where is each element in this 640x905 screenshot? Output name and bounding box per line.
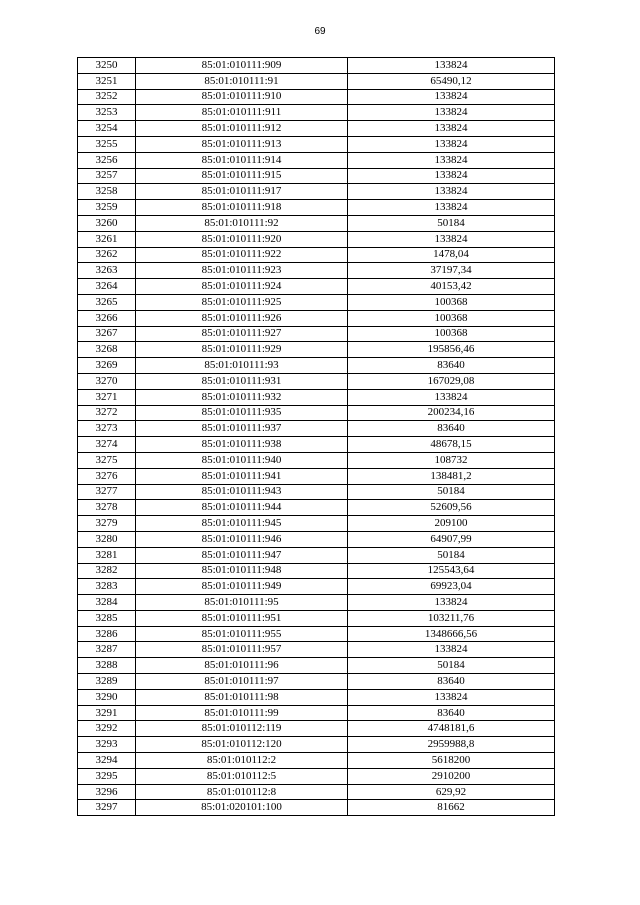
cadastral-number-cell: 85:01:010111:949: [136, 579, 348, 595]
row-number-cell: 3281: [78, 547, 136, 563]
row-number-cell: 3291: [78, 705, 136, 721]
value-cell: 52609,56: [348, 500, 555, 516]
value-cell: 133824: [348, 595, 555, 611]
table-row: [78, 136, 555, 152]
cadastral-number-cell: 85:01:020101:100: [136, 800, 348, 816]
cadastral-number-cell: 85:01:010111:931: [136, 373, 348, 389]
row-number-cell: 3260: [78, 215, 136, 231]
value-cell: 133824: [348, 642, 555, 658]
row-number-cell: 3265: [78, 294, 136, 310]
cadastral-number-cell: 85:01:010111:927: [136, 326, 348, 342]
value-cell: 133824: [348, 58, 555, 74]
table-row: [78, 279, 555, 295]
table-row: [78, 105, 555, 121]
table-row: [78, 247, 555, 263]
value-cell: 83640: [348, 674, 555, 690]
table-row: [78, 184, 555, 200]
row-number-cell: 3258: [78, 184, 136, 200]
value-cell: 629,92: [348, 784, 555, 800]
value-cell: 133824: [348, 168, 555, 184]
table-row: [78, 531, 555, 547]
table-row: [78, 484, 555, 500]
row-number-cell: 3262: [78, 247, 136, 263]
table-row: [78, 642, 555, 658]
value-cell: 200234,16: [348, 405, 555, 421]
cadastral-number-cell: 85:01:010111:911: [136, 105, 348, 121]
cadastral-number-cell: 85:01:010111:925: [136, 294, 348, 310]
cadastral-number-cell: 85:01:010111:91: [136, 73, 348, 89]
cadastral-number-cell: 85:01:010111:912: [136, 121, 348, 137]
row-number-cell: 3295: [78, 768, 136, 784]
table-row: [78, 468, 555, 484]
row-number-cell: 3294: [78, 753, 136, 769]
value-cell: 50184: [348, 484, 555, 500]
row-number-cell: 3259: [78, 200, 136, 216]
row-number-cell: 3282: [78, 563, 136, 579]
cadastral-number-cell: 85:01:010111:97: [136, 674, 348, 690]
table-row: [78, 152, 555, 168]
table-row: [78, 200, 555, 216]
cadastral-number-cell: 85:01:010111:96: [136, 658, 348, 674]
table-row: [78, 421, 555, 437]
cadastral-number-cell: 85:01:010111:940: [136, 452, 348, 468]
table-row: [78, 579, 555, 595]
value-cell: 103211,76: [348, 610, 555, 626]
row-number-cell: 3296: [78, 784, 136, 800]
table-row: [78, 263, 555, 279]
table-row: [78, 705, 555, 721]
table-row: [78, 342, 555, 358]
table-row: [78, 452, 555, 468]
cadastral-number-cell: 85:01:010111:98: [136, 689, 348, 705]
table-row: [78, 358, 555, 374]
value-cell: 195856,46: [348, 342, 555, 358]
cadastral-number-cell: 85:01:010111:937: [136, 421, 348, 437]
row-number-cell: 3289: [78, 674, 136, 690]
row-number-cell: 3256: [78, 152, 136, 168]
row-number-cell: 3267: [78, 326, 136, 342]
cadastral-number-cell: 85:01:010112:5: [136, 768, 348, 784]
cadastral-number-cell: 85:01:010111:924: [136, 279, 348, 295]
cadastral-number-cell: 85:01:010112:8: [136, 784, 348, 800]
cadastral-number-cell: 85:01:010111:945: [136, 516, 348, 532]
cadastral-number-cell: 85:01:010111:93: [136, 358, 348, 374]
row-number-cell: 3257: [78, 168, 136, 184]
row-number-cell: 3270: [78, 373, 136, 389]
value-cell: 40153,42: [348, 279, 555, 295]
value-cell: 1478,04: [348, 247, 555, 263]
table-row: [78, 310, 555, 326]
value-cell: 83640: [348, 358, 555, 374]
cadastral-number-cell: 85:01:010111:946: [136, 531, 348, 547]
data-table: [77, 57, 555, 816]
cadastral-number-cell: 85:01:010111:929: [136, 342, 348, 358]
row-number-cell: 3288: [78, 658, 136, 674]
value-cell: 1348666,56: [348, 626, 555, 642]
value-cell: 133824: [348, 689, 555, 705]
row-number-cell: 3271: [78, 389, 136, 405]
table-row: [78, 89, 555, 105]
row-number-cell: 3284: [78, 595, 136, 611]
row-number-cell: 3261: [78, 231, 136, 247]
table-row: [78, 800, 555, 816]
cadastral-number-cell: 85:01:010111:915: [136, 168, 348, 184]
cadastral-number-cell: 85:01:010111:909: [136, 58, 348, 74]
table-row: [78, 610, 555, 626]
value-cell: 133824: [348, 184, 555, 200]
row-number-cell: 3278: [78, 500, 136, 516]
cadastral-number-cell: 85:01:010111:944: [136, 500, 348, 516]
value-cell: 64907,99: [348, 531, 555, 547]
cadastral-number-cell: 85:01:010111:920: [136, 231, 348, 247]
value-cell: 133824: [348, 136, 555, 152]
table-row: [78, 658, 555, 674]
value-cell: 133824: [348, 389, 555, 405]
row-number-cell: 3266: [78, 310, 136, 326]
row-number-cell: 3268: [78, 342, 136, 358]
table-row: [78, 294, 555, 310]
row-number-cell: 3272: [78, 405, 136, 421]
row-number-cell: 3280: [78, 531, 136, 547]
value-cell: 81662: [348, 800, 555, 816]
value-cell: 50184: [348, 215, 555, 231]
row-number-cell: 3251: [78, 73, 136, 89]
table-row: [78, 58, 555, 74]
table-row: [78, 373, 555, 389]
value-cell: 133824: [348, 121, 555, 137]
table-row: [78, 516, 555, 532]
row-number-cell: 3285: [78, 610, 136, 626]
table-row: [78, 437, 555, 453]
cadastral-number-cell: 85:01:010111:955: [136, 626, 348, 642]
value-cell: 209100: [348, 516, 555, 532]
table-row: [78, 595, 555, 611]
row-number-cell: 3287: [78, 642, 136, 658]
cadastral-number-cell: 85:01:010111:957: [136, 642, 348, 658]
cadastral-number-cell: 85:01:010111:922: [136, 247, 348, 263]
cadastral-number-cell: 85:01:010111:95: [136, 595, 348, 611]
table-row: [78, 168, 555, 184]
cadastral-number-cell: 85:01:010111:951: [136, 610, 348, 626]
table-row: [78, 500, 555, 516]
cadastral-number-cell: 85:01:010111:923: [136, 263, 348, 279]
table-row: [78, 689, 555, 705]
value-cell: 2910200: [348, 768, 555, 784]
cadastral-number-cell: 85:01:010111:938: [136, 437, 348, 453]
row-number-cell: 3292: [78, 721, 136, 737]
table-row: [78, 389, 555, 405]
table-row: [78, 753, 555, 769]
cadastral-number-cell: 85:01:010111:914: [136, 152, 348, 168]
value-cell: 5618200: [348, 753, 555, 769]
cadastral-number-cell: 85:01:010111:910: [136, 89, 348, 105]
row-number-cell: 3253: [78, 105, 136, 121]
table-row: [78, 215, 555, 231]
value-cell: 167029,08: [348, 373, 555, 389]
row-number-cell: 3286: [78, 626, 136, 642]
cadastral-number-cell: 85:01:010111:913: [136, 136, 348, 152]
cadastral-number-cell: 85:01:010111:935: [136, 405, 348, 421]
value-cell: 100368: [348, 294, 555, 310]
cadastral-number-cell: 85:01:010111:926: [136, 310, 348, 326]
row-number-cell: 3275: [78, 452, 136, 468]
row-number-cell: 3263: [78, 263, 136, 279]
value-cell: 100368: [348, 310, 555, 326]
value-cell: 133824: [348, 152, 555, 168]
row-number-cell: 3293: [78, 737, 136, 753]
row-number-cell: 3274: [78, 437, 136, 453]
row-number-cell: 3297: [78, 800, 136, 816]
value-cell: 133824: [348, 89, 555, 105]
table-row: [78, 231, 555, 247]
value-cell: 83640: [348, 421, 555, 437]
value-cell: 37197,34: [348, 263, 555, 279]
cadastral-number-cell: 85:01:010111:941: [136, 468, 348, 484]
row-number-cell: 3276: [78, 468, 136, 484]
value-cell: 125543,64: [348, 563, 555, 579]
table-row: [78, 737, 555, 753]
cadastral-number-cell: 85:01:010111:918: [136, 200, 348, 216]
table-row: [78, 784, 555, 800]
table-row: [78, 768, 555, 784]
row-number-cell: 3252: [78, 89, 136, 105]
table-row: [78, 626, 555, 642]
table-row: [78, 674, 555, 690]
page-number: 69: [314, 26, 326, 37]
table-row: [78, 121, 555, 137]
cadastral-number-cell: 85:01:010111:917: [136, 184, 348, 200]
value-cell: 50184: [348, 547, 555, 563]
value-cell: 50184: [348, 658, 555, 674]
table-body: [78, 58, 555, 816]
cadastral-number-cell: 85:01:010112:119: [136, 721, 348, 737]
table-row: [78, 405, 555, 421]
table-row: [78, 563, 555, 579]
cadastral-number-cell: 85:01:010111:947: [136, 547, 348, 563]
cadastral-number-cell: 85:01:010111:99: [136, 705, 348, 721]
row-number-cell: 3290: [78, 689, 136, 705]
row-number-cell: 3250: [78, 58, 136, 74]
value-cell: 83640: [348, 705, 555, 721]
table-row: [78, 326, 555, 342]
value-cell: 65490,12: [348, 73, 555, 89]
table-row: [78, 721, 555, 737]
cadastral-number-cell: 85:01:010111:943: [136, 484, 348, 500]
row-number-cell: 3254: [78, 121, 136, 137]
value-cell: 133824: [348, 200, 555, 216]
value-cell: 108732: [348, 452, 555, 468]
row-number-cell: 3283: [78, 579, 136, 595]
cadastral-number-cell: 85:01:010111:948: [136, 563, 348, 579]
table-row: [78, 547, 555, 563]
value-cell: 138481,2: [348, 468, 555, 484]
value-cell: 69923,04: [348, 579, 555, 595]
row-number-cell: 3264: [78, 279, 136, 295]
value-cell: 133824: [348, 105, 555, 121]
cadastral-number-cell: 85:01:010111:932: [136, 389, 348, 405]
value-cell: 133824: [348, 231, 555, 247]
value-cell: 4748181,6: [348, 721, 555, 737]
row-number-cell: 3255: [78, 136, 136, 152]
value-cell: 48678,15: [348, 437, 555, 453]
cadastral-number-cell: 85:01:010112:2: [136, 753, 348, 769]
row-number-cell: 3273: [78, 421, 136, 437]
value-cell: 100368: [348, 326, 555, 342]
cadastral-number-cell: 85:01:010112:120: [136, 737, 348, 753]
table-row: [78, 73, 555, 89]
row-number-cell: 3277: [78, 484, 136, 500]
row-number-cell: 3269: [78, 358, 136, 374]
value-cell: 2959988,8: [348, 737, 555, 753]
cadastral-number-cell: 85:01:010111:92: [136, 215, 348, 231]
row-number-cell: 3279: [78, 516, 136, 532]
